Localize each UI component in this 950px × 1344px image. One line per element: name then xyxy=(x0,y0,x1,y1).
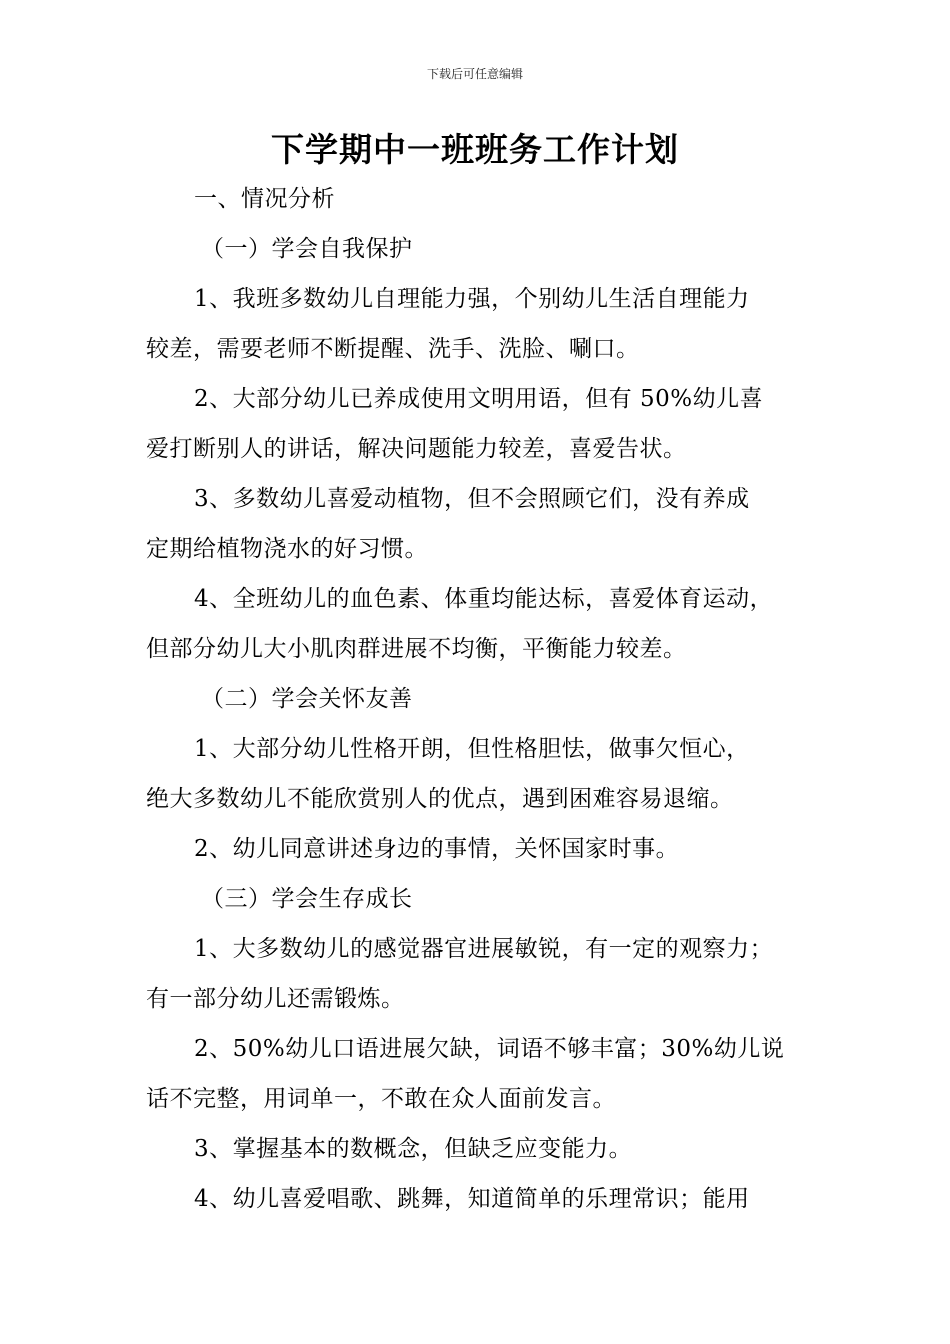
section-heading-situation-analysis: 一、情况分析 xyxy=(194,186,335,212)
paragraph-line: 但部分幼儿大小肌肉群进展不均衡，平衡能力较差。 xyxy=(146,636,687,662)
paragraph-line: 3、多数幼儿喜爱动植物，但不会照顾它们，没有养成 xyxy=(194,486,750,512)
paragraph-line: 有一部分幼儿还需锻炼。 xyxy=(146,986,405,1012)
paragraph-line: 绝大多数幼儿不能欣赏别人的优点，遇到困难容易退缩。 xyxy=(146,786,734,812)
paragraph-line: 4、全班幼儿的血色素、体重均能达标，喜爱体育运动， xyxy=(194,586,774,612)
paragraph-line: 2、50%幼儿口语进展欠缺，词语不够丰富；30%幼儿说 xyxy=(194,1036,785,1062)
paragraph-line: 2、大部分幼儿已养成使用文明用语，但有 50%幼儿喜 xyxy=(194,386,764,412)
paragraph-line: 定期给植物浇水的好习惯。 xyxy=(146,536,428,562)
subsection-heading-self-protection: （一）学会自我保护 xyxy=(201,236,413,262)
paragraph-line: 2、幼儿同意讲述身边的事情，关怀国家时事。 xyxy=(194,836,680,862)
subsection-heading-caring-friendly: （二）学会关怀友善 xyxy=(201,686,413,712)
paragraph-line: 爱打断别人的讲话，解决问题能力较差，喜爱告状。 xyxy=(146,436,687,462)
paragraph-line: 较差，需要老师不断提醒、洗手、洗脸、唰口。 xyxy=(146,336,640,362)
paragraph-line: 1、大多数幼儿的感觉器官进展敏锐，有一定的观察力； xyxy=(194,936,774,962)
paragraph-line: 4、幼儿喜爱唱歌、跳舞，知道简单的乐理常识；能用 xyxy=(194,1186,750,1212)
document-title: 下学期中一班班务工作计划 xyxy=(271,130,679,169)
header-note: 下载后可任意编辑 xyxy=(426,67,523,81)
paragraph-line: 1、大部分幼儿性格开朗，但性格胆怯，做事欠恒心， xyxy=(194,736,750,762)
paragraph-line: 3、掌握基本的数概念，但缺乏应变能力。 xyxy=(194,1136,633,1162)
paragraph-line: 话不完整，用词单一，不敢在众人面前发言。 xyxy=(146,1086,616,1112)
subsection-heading-survival-growth: （三）学会生存成长 xyxy=(201,886,413,912)
paragraph-line: 1、我班多数幼儿自理能力强，个别幼儿生活自理能力 xyxy=(194,286,750,312)
